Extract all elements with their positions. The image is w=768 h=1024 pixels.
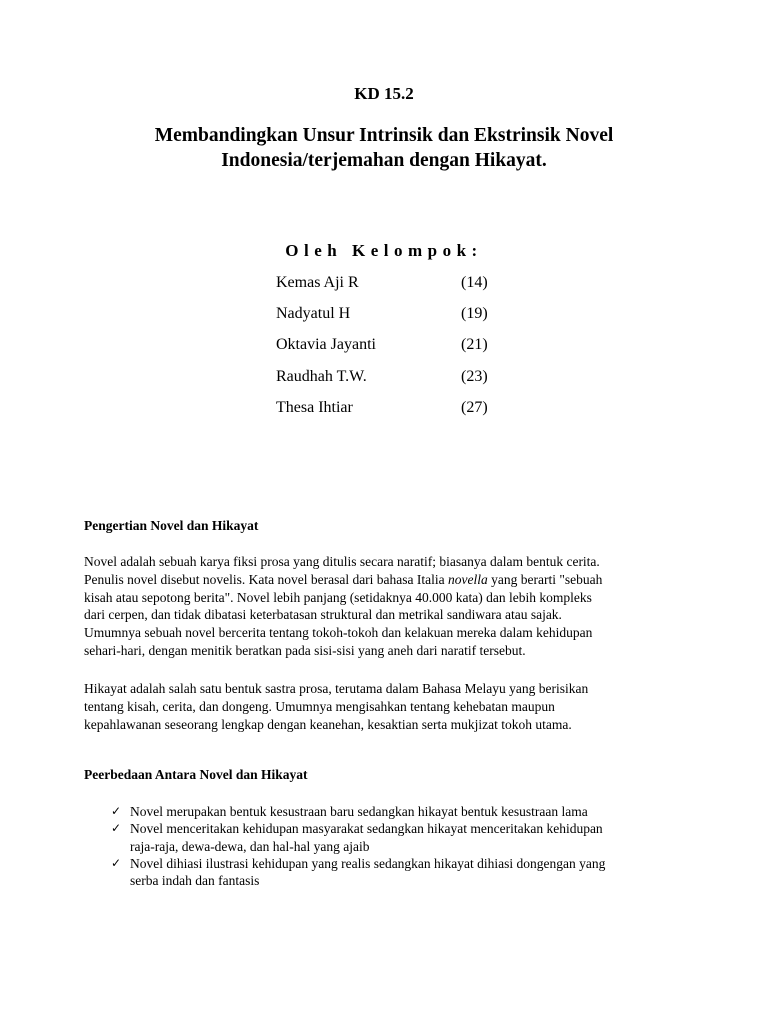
checklist-item xyxy=(108,803,708,820)
paragraph-line xyxy=(84,571,684,589)
novel-paragraph xyxy=(84,553,684,660)
paragraph-line: dari cerpen, dan tidak dibatasi keterbatasan struktural dan metrikal sandiwara atau sajak. xyxy=(84,607,562,623)
kd-code: KD 15.2 xyxy=(354,84,414,103)
check-mark-icon: ✓ xyxy=(111,804,122,818)
paragraph-line: Hikayat adalah salah satu bentuk sastra prosa, terutama dalam Bahasa Melayu yang berisikan xyxy=(84,681,589,696)
member-row xyxy=(276,366,536,397)
text-run: Penulis novel disebut novelis. Kata novel berasal dari bahasa Italia xyxy=(84,571,449,587)
paragraph-line: sehari-hari, dengan menitik beratkan pada sisi-sisi yang aneh dari naratif tersebut. xyxy=(84,642,526,658)
member-name: Raudhah T.W. xyxy=(276,367,367,385)
title-line-1: Membandingkan Unsur Intrinsik dan Ekstrinsik Novel xyxy=(154,125,614,146)
member-number: (21) xyxy=(461,336,488,354)
hikayat-paragraph xyxy=(84,680,684,733)
text-run: yang berarti "sebuah xyxy=(487,571,603,587)
checklist-text: serba indah dan fantasis xyxy=(130,873,260,889)
member-row xyxy=(276,303,536,334)
member-number: (23) xyxy=(461,367,488,385)
check-mark-icon: ✓ xyxy=(111,855,122,870)
member-row xyxy=(276,272,536,303)
paragraph-line: kepahlawanan seseorang lengkap dengan keanehan, kesaktian serta mukjizat tokoh utama. xyxy=(84,716,572,732)
member-name: Kemas Aji R xyxy=(276,274,359,291)
document-title xyxy=(0,123,768,173)
member-name: Thesa Ihtiar xyxy=(276,398,353,416)
italic-term: novella xyxy=(448,571,488,587)
checklist-item xyxy=(108,820,708,855)
paragraph-line: Novel adalah sebuah karya fiksi prosa yang ditulis secara naratif; biasanya dalam bentuk cerita. xyxy=(84,554,600,569)
title-line-2: Indonesia/terjemahan dengan Hikayat. xyxy=(221,150,547,171)
checklist-text: Novel merupakan bentuk kesustraan baru sedangkan hikayat bentuk kesustraan lama xyxy=(130,804,588,819)
member-name: Oktavia Jayanti xyxy=(276,336,376,354)
paragraph-line: kisah atau sepotong berita". Novel lebih panjang (setidaknya 40.000 kata) dan lebih kompleks xyxy=(84,589,592,605)
group-label: Oleh Kelompok: xyxy=(285,241,483,260)
check-mark-icon: ✓ xyxy=(111,821,122,836)
member-number: (19) xyxy=(461,305,488,323)
member-list xyxy=(276,272,536,428)
checklist-text: Novel menceritakan kehidupan masyarakat sedangkan hikayat menceritakan kehidupan xyxy=(130,821,603,837)
member-number: (14) xyxy=(461,274,488,291)
section-heading-pengertian: Pengertian Novel dan Hikayat xyxy=(84,518,259,533)
paragraph-line: Umumnya sebuah novel bercerita tentang tokoh-tokoh dan kelakuan mereka dalam kehidupan xyxy=(84,625,593,641)
difference-checklist xyxy=(108,803,708,889)
section-heading-perbedaan: Peerbedaan Antara Novel dan Hikayat xyxy=(84,767,308,782)
member-row xyxy=(276,334,536,365)
member-name: Nadyatul H xyxy=(276,305,351,323)
checklist-text: Novel dihiasi ilustrasi kehidupan yang realis sedangkan hikayat dihiasi dongengan yang xyxy=(130,855,606,871)
paragraph-line: tentang kisah, cerita, dan dongeng. Umumnya mengisahkan tentang kehebatan maupun xyxy=(84,698,555,714)
checklist-item xyxy=(108,855,708,890)
member-row xyxy=(276,397,536,428)
checklist-text: raja-raja, dewa-dewa, dan hal-hal yang ajaib xyxy=(130,838,370,854)
member-number: (27) xyxy=(461,398,488,416)
